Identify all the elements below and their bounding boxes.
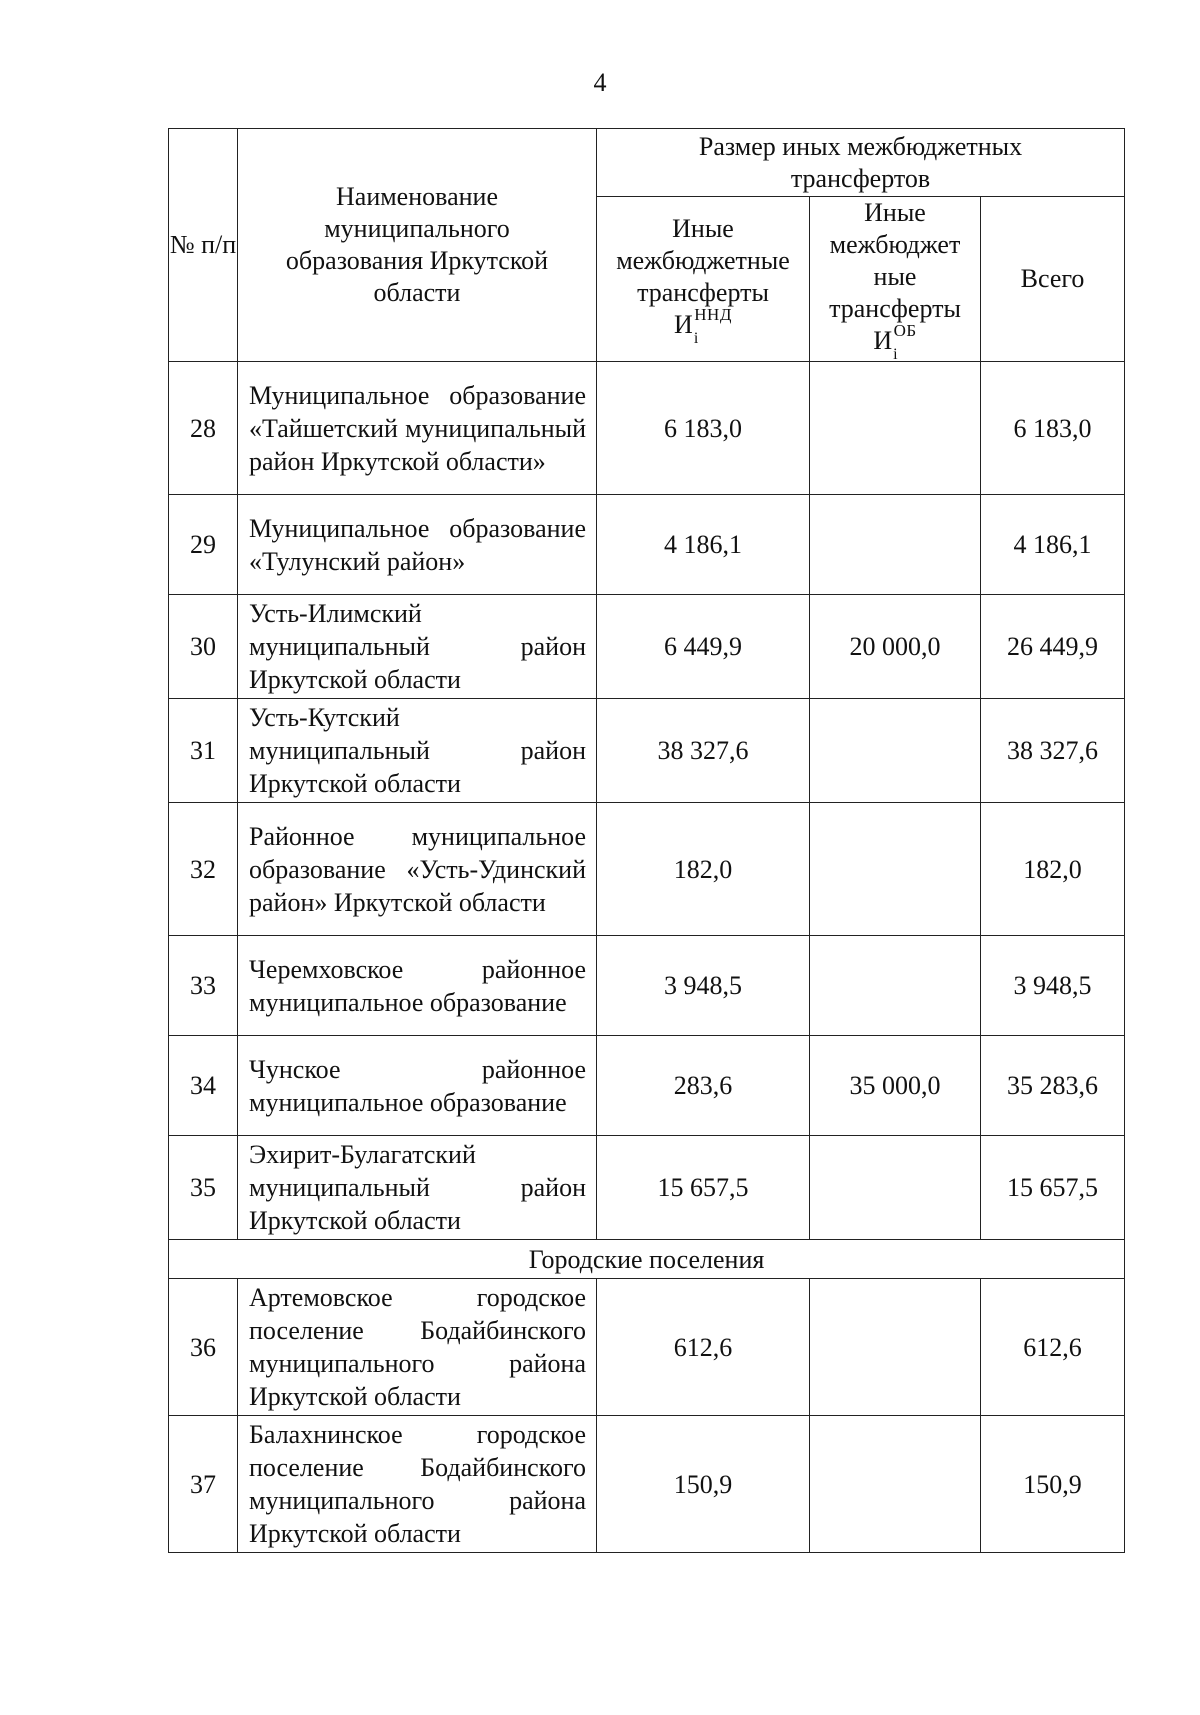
row-ob: [810, 936, 981, 1036]
row-name: Черемховское районное муниципальное образование: [238, 936, 597, 1036]
row-name: Эхирит-Булагатский муниципальный район Иркутской области: [238, 1136, 597, 1240]
row-ob: [810, 362, 981, 495]
row-num: 30: [169, 595, 238, 699]
header-col2-formula: [810, 321, 980, 363]
row-total: 35 283,6: [981, 1036, 1125, 1136]
row-num: 29: [169, 495, 238, 595]
row-name: Муниципальное образование «Тулунский район»: [238, 495, 597, 595]
row-total: 38 327,6: [981, 699, 1125, 803]
row-nnd: 15 657,5: [597, 1136, 810, 1240]
header-col1-formula: [597, 305, 809, 347]
row-name: Балахнинское городское поселение Бодайбинского муниципального района Иркутской области: [238, 1416, 597, 1553]
row-total: 26 449,9: [981, 595, 1125, 699]
table-row: [169, 1036, 1125, 1136]
table-row: [169, 1136, 1125, 1240]
header-col3: Всего: [981, 197, 1125, 362]
header-col2: [810, 197, 981, 362]
col1-symbol: И: [674, 310, 693, 339]
row-nnd: 6 449,9: [597, 595, 810, 699]
row-total: 6 183,0: [981, 362, 1125, 495]
col2-superscript: ОБ: [893, 321, 917, 340]
row-total: 3 948,5: [981, 936, 1125, 1036]
row-nnd: 182,0: [597, 803, 810, 936]
col2-subscript: i: [893, 346, 898, 363]
row-nnd: 6 183,0: [597, 362, 810, 495]
row-nnd: 4 186,1: [597, 495, 810, 595]
row-ob: [810, 699, 981, 803]
transfers-table: [168, 128, 1125, 1553]
table-row: [169, 803, 1125, 936]
row-total: 15 657,5: [981, 1136, 1125, 1240]
header-col2-label: Иные межбюджет ные трансферты: [829, 198, 961, 323]
row-name: Усть-Кутский муниципальный район Иркутской области: [238, 699, 597, 803]
row-ob: [810, 1416, 981, 1553]
page-number: 4: [593, 68, 607, 97]
row-name: Чунское районное муниципальное образование: [238, 1036, 597, 1136]
row-ob: 35 000,0: [810, 1036, 981, 1136]
row-ob: [810, 1136, 981, 1240]
row-total: 182,0: [981, 803, 1125, 936]
row-num: 32: [169, 803, 238, 936]
header-col1: [597, 197, 810, 362]
row-num: 34: [169, 1036, 238, 1136]
row-ob: [810, 803, 981, 936]
row-ob: [810, 1279, 981, 1416]
row-name: Усть-Илимский муниципальный район Иркутской области: [238, 595, 597, 699]
row-name: Артемовское городское поселение Бодайбинского муниципального района Иркутской области: [238, 1279, 597, 1416]
row-nnd: 612,6: [597, 1279, 810, 1416]
table-row: [169, 595, 1125, 699]
row-num: 35: [169, 1136, 238, 1240]
section-title: Городские поселения: [169, 1240, 1125, 1279]
header-group: Размер иных межбюджетных трансфертов: [597, 129, 1125, 197]
row-ob: [810, 495, 981, 595]
header-col1-label: Иные межбюджетные трансферты: [616, 214, 790, 307]
header-num: № п/п: [169, 129, 238, 362]
row-num: 36: [169, 1279, 238, 1416]
row-total: 612,6: [981, 1279, 1125, 1416]
header-name: Наименование муниципального образования Иркутской области: [238, 129, 597, 362]
col1-superscript: ННД: [694, 305, 732, 324]
row-name: Муниципальное образование «Тайшетский муниципальный район Иркутской области»: [238, 362, 597, 495]
col1-subscript: i: [693, 330, 699, 347]
section-row: [169, 1240, 1125, 1279]
table-row: [169, 1416, 1125, 1553]
row-total: 150,9: [981, 1416, 1125, 1553]
row-nnd: 150,9: [597, 1416, 810, 1553]
table-row: [169, 362, 1125, 495]
row-ob: 20 000,0: [810, 595, 981, 699]
row-num: 37: [169, 1416, 238, 1553]
table-row: [169, 699, 1125, 803]
row-num: 28: [169, 362, 238, 495]
row-nnd: 3 948,5: [597, 936, 810, 1036]
row-num: 33: [169, 936, 238, 1036]
row-name: Районное муниципальное образование «Усть-Удинский район» Иркутской области: [238, 803, 597, 936]
row-total: 4 186,1: [981, 495, 1125, 595]
table-row: [169, 495, 1125, 595]
table-row: [169, 1279, 1125, 1416]
row-nnd: 38 327,6: [597, 699, 810, 803]
col2-symbol: И: [873, 326, 893, 355]
row-nnd: 283,6: [597, 1036, 810, 1136]
row-num: 31: [169, 699, 238, 803]
table-row: [169, 936, 1125, 1036]
